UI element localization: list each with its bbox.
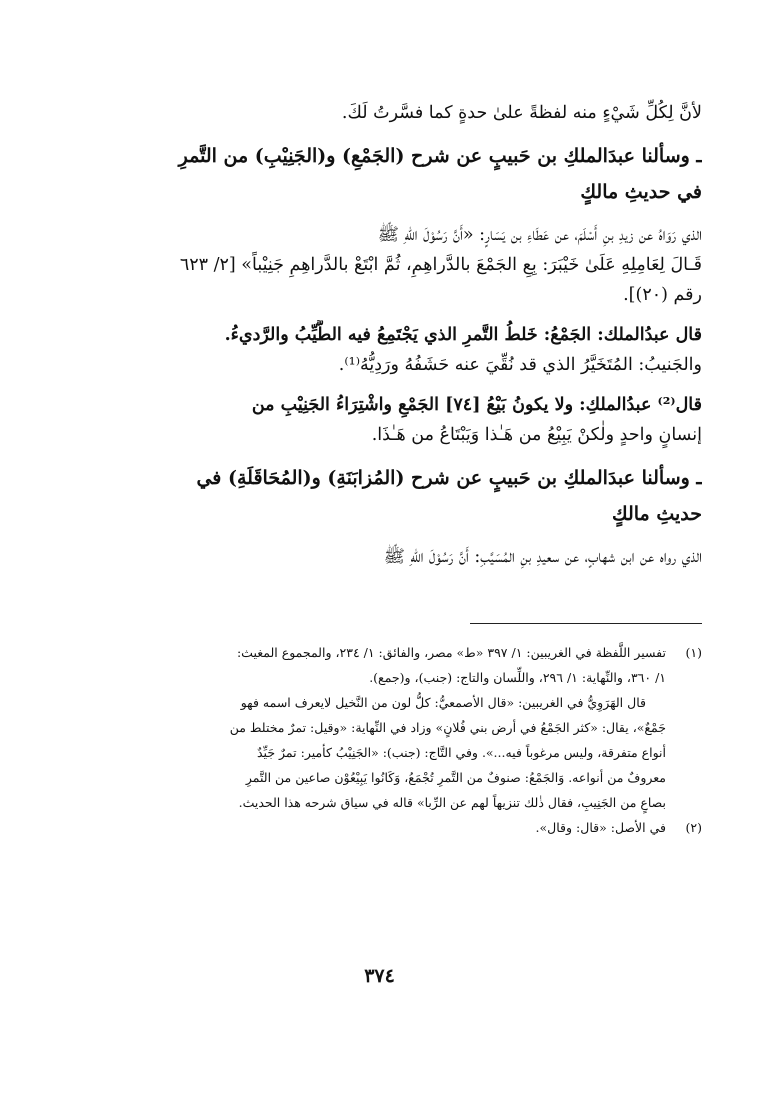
hadith-paragraph-2	[108, 542, 702, 572]
definition-paragraph	[108, 320, 702, 380]
footnote-line: جَمْعٌ»، يقال: «كثر الجَمْعُ في أرض بني فُلانٍ» وزاد في النِّهاية: «وقيل: تمرٌ مختلط من	[229, 720, 666, 735]
footnote-line: قال الهَرَوِيُّ في الغريبين: «قال الأصمعيُّ: كلُّ لون من النَّخيل لايعرف اسمه فهو	[240, 695, 646, 710]
text-line: رقم (٢٠)].	[623, 285, 702, 305]
heading-line: حديثِ مالكٍ	[611, 503, 702, 525]
footnote-line: ١/ ٣٦٠، والنِّهاية: ١/ ٢٩٦، واللِّسان والتاج: (جنب)، و(جمع).	[369, 670, 666, 685]
heading-line: في حديثِ مالكٍ	[580, 181, 702, 203]
page-number: ٣٧٤	[364, 965, 395, 987]
text-line: والجَنيبُ: المُتَخَيَّرُ الذي قد نُقِّيَ عنه حَشَفُهُ ورَدِيُّهُ⁽¹⁾.	[338, 355, 702, 375]
text-line: قَـالَ لِعَامِلِهِ عَلَىٰ خَيْبَرَ: بِعِ الجَمْعَ بالدَّراهِمِ، ثُمَّ ابْتَعْ بالدَّراهِمِ جَنِيْباً» [٢/ ٦٢٣	[179, 255, 702, 275]
footnote-number: (١)	[685, 645, 702, 660]
hadith-paragraph	[108, 220, 702, 310]
heading-line: ـ وسألنا عبدَالملكِ بن حَبيبٍ عن شرح (المُزابَنَةِ) و(المُحَاقَلَةِ) في	[196, 467, 702, 489]
text-line: الذي رَوَاهُ عن زيدِ بنِ أَسْلَمَ، عن عَطَاءِ بن يَسَارٍ: «أَنَّ رَسُوْلَ اللهِ ﷺ	[377, 225, 702, 245]
footnotes	[108, 640, 702, 840]
footnote-line: بصاعٍ من الجَنِيبِ، فقال ذٰلك تنزيهاً لهم عن الرِّبا» قاله في سياق شرحه هذا الحديث.	[238, 795, 666, 810]
question-heading-1	[108, 138, 702, 210]
footnote-line: أنواع متفرقة، وليس مرغوباً فيه...». وفي التَّاج: (جنب): «الجَنِيْبُ كأمير: تمرٌ جَيِّدٌ	[257, 745, 666, 760]
footnote-1-continuation	[108, 690, 702, 815]
footnote-2	[108, 815, 702, 840]
text-line: قال⁽²⁾ عبدُالملكِ: ولا يكونُ بَيْعُ [٧٤] الجَمْعِ واشْتِرَاءُ الجَنِيْبِ من	[251, 395, 702, 415]
text-line: إنسانٍ واحدٍ ولٰكنْ يَبِيْعُ من هَـٰذا وَيَبْتَاعُ من هَـٰذَا.	[371, 425, 702, 445]
question-heading-2	[108, 460, 702, 532]
footnote-number: (٢)	[685, 820, 702, 835]
main-text	[108, 98, 702, 572]
text-line: الذي رواه عن ابن شهابٍ، عن سعيدِ بنِ المُسَيَّبِ: أَنَّ رَسُوْلَ اللهِ ﷺ	[383, 547, 702, 567]
footnote-line: تفسير اللَّفظة في الغريبين: ١/ ٣٩٧ «ط» مصر، والفائق: ١/ ٢٣٤، والمجموع المغيث:	[236, 645, 666, 660]
opening-line	[108, 98, 702, 128]
text-line: لأنَّ لِكُلِّ شَيْءٍ منه لفظةً علىٰ حدةٍ كما فسَّرتُ لَكَ.	[341, 103, 702, 123]
text-line: قال عبدُالملك: الجَمْعُ: خَلطُ التَّمرِ الذي يَجْتَمِعُ فيه الطَّيِّبُ والرَّديءُ.	[224, 325, 702, 345]
footnote-line: معروفٌ من أنواعه. وَالجَمْعُ: صنوفٌ من التَّمرِ تُجْمَعُ، وَكَانُوا يَبِيْعُوْن صاعين من التَّمرِ	[245, 770, 666, 785]
footnote-line: في الأصل: «قال: وقال».	[535, 820, 666, 835]
ruling-paragraph	[108, 390, 702, 450]
footnote-1	[108, 640, 702, 690]
footnote-divider	[470, 623, 702, 624]
heading-line: ـ وسألنا عبدَالملكِ بن حَبيبٍ عن شرح (الجَمْعِ) و(الجَنِيْبِ) من التَّمرِ	[178, 145, 702, 167]
